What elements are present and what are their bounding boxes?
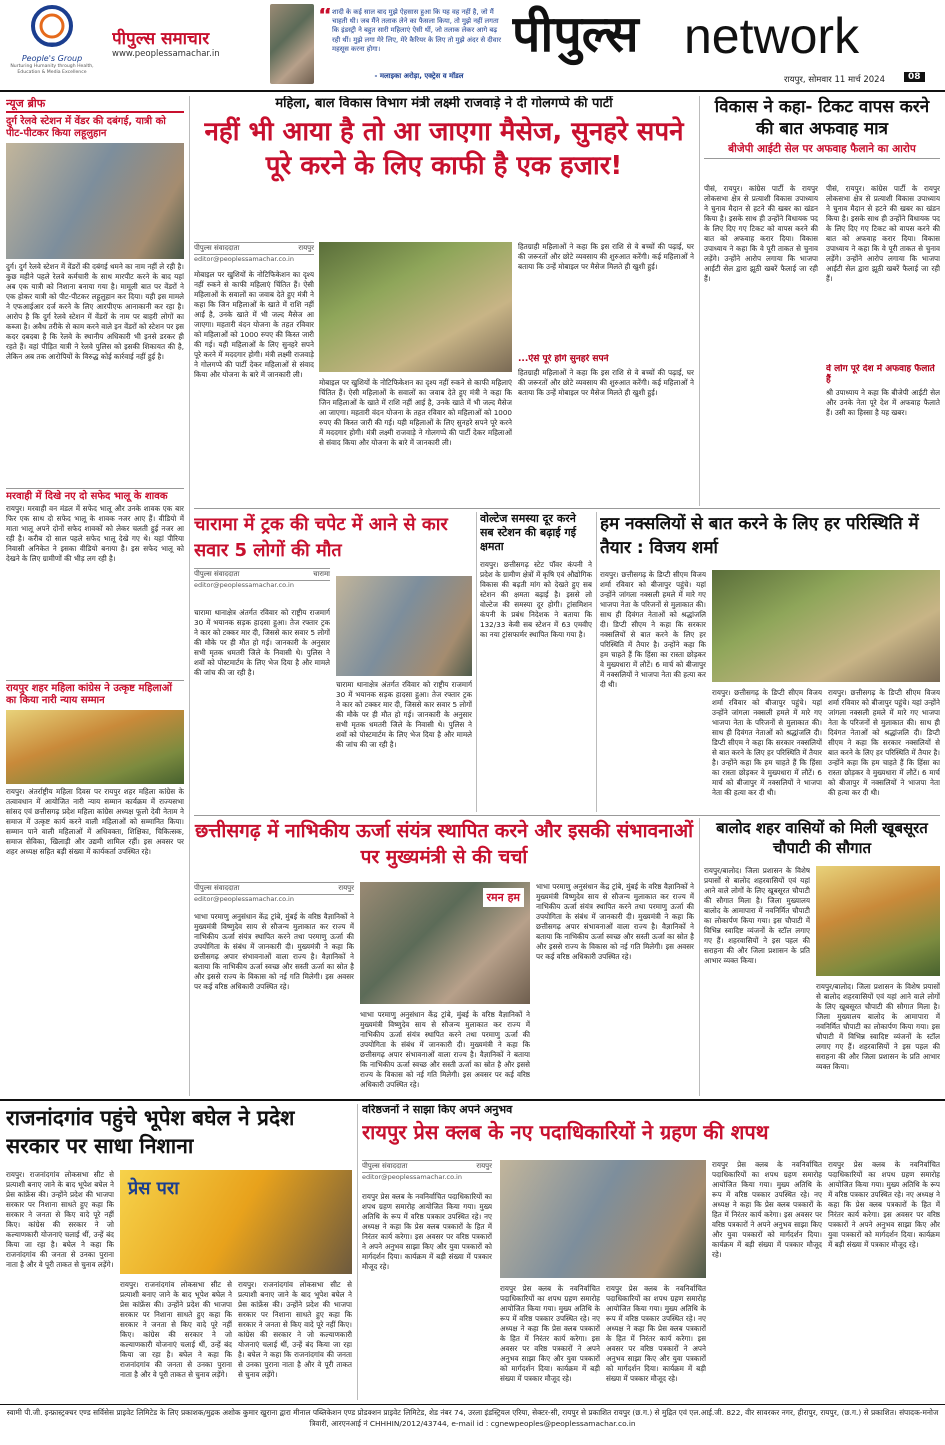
news-brief-column (6, 96, 184, 1096)
ticket-story (704, 96, 940, 504)
lead-body-col3: हितग्राही महिलाओं ने कहा कि इस राशि से वे बच्चों की पढ़ाई, घर की जरूरतों और छोटे व्यवसाय की शुरुआत करेंगी। कई महिलाओं ने बताया कि उन्हें मोबाइल पर मैसेज मिलते ही खुशी हुई। (518, 242, 694, 271)
dateline: रायपुर, सोमवार 11 मार्च 2024 (784, 75, 885, 85)
truck-byline-box (194, 568, 330, 589)
press-club-byline-box (362, 1160, 492, 1181)
chaupati-inauguration-photo (816, 866, 940, 976)
balod-body-col2: रायपुर/बालोद। जिला प्रशासन के विशेष प्रयासों से बालोद शहरवासियों एवं यहां आने वाले लोगों के लिए खूबसूरत चौपाटी की सौगात मिला है। जिला मुख्यालय बालोद के आमापारा में नवनिर्मित चौपाटी का लोकार्पण किया गया। इस चौपाटी में विभिन्न स्वादिष्ट व्यंजनों के स्टॉल लगाए गए हैं। शहरवासियों ने इस पहल की सराहना की और जिला प्रशासन के प्रति आभार व्यक्त किया। (816, 982, 940, 1071)
brief-body-durg: दुर्ग। दुर्ग रेलवे स्टेशन में वेंडरों की दबंगई थमने का नाम नहीं ले रही है। कुछ महीने पहले रेलवे कर्मचारी के साथ मारपीट करने के बाद यहां अब एक यात्री को निशाना बनाया गया है। मामूली बात पर वेंडरों ने एक होकर यात्री को पीट-पीटकर लहूलुहान कर दिया। यही इस मामले ने एफआईआर दर्ज करने के लिए आरपीएफ आनाकानी कर रहा है। आरोप है कि दुर्ग रेलवे स्टेशन में वेंडरों के नाम पर बाहरी लोगों का कब्जा है। अवैध तरीके से काम करने वाले इन वेंडरों को स्टेशन पर इस कदर दबदबा है कि रेलवे के स्थानीय अधिकारी भी इनसे डरकर ही रहते हैं। वहां पीड़ित यात्री ने रेलवे पुलिस को इसकी शिकायत की है, लेकिन अब तक आरोपियों के विरुद्ध कोई कार्रवाई नहीं हुई है। (6, 261, 184, 361)
voltage-headline: वोल्टेज समस्या दूर करने सब स्टेशन की बढ़ाई गई क्षमता (480, 512, 577, 553)
page-number: 08 (904, 72, 925, 82)
ticket-subhead: बीजेपी आईटी सेल पर अफवाह फैलाने का आरोप (704, 140, 940, 159)
truck-body-col2: चारामा थानाक्षेत्र अंतर्गत रविवार को राष्ट्रीय राजमार्ग 30 में भयानक सड़क हादसा हुआ। तेज रफ्तार ट्रक ने कार को टक्कर मार दी, जिससे कार सवार 5 लोगों की मौके पर ही मौत हो गई। जानकारी के अनुसार सभी मृतक धमतरी जिले के निवासी थे। पुलिस ने शवों को पोस्टमार्टम के लिए भेज दिया है और मामले की जांच की जा रही है। (336, 680, 472, 749)
ticket-body-col2: पीसं, रायपुर। कांग्रेस पार्टी के रायपुर लोकसभा क्षेत्र से प्रत्याशी विकास उपाध्याय ने चुनाव मैदान से हटने की खबर का खंडन किया है। इसके साथ ही उन्होंने विधायक पद के लिए दिए गए टिकट को वापस करने की बात को अफवाह करार दिया। विकास उपाध्याय ने कहा कि वे पूरी ताकत से चुनाव लड़ेंगे। उन्होंने आरोप लगाया कि भाजपा आईटी सेल द्वारा झूठी खबरें फैलाई जा रही हैं। (826, 184, 940, 283)
group-tagline: Nurturing Humanity through Health, Education & Media Excellence (10, 64, 94, 75)
truck-headline: चारामा में ट्रक की चपेट में आने से कार सवार 5 लोगों की मौत (194, 514, 448, 561)
brief-body-congress: रायपुर। अंतर्राष्ट्रीय महिला दिवस पर रायपुर शहर महिला कांग्रेस के तत्वावधान में आयोजित नारी न्याय सम्मान कार्यक्रम में राज्यसभा सांसद एवं छत्तीसगढ़ प्रदेश महिला कांग्रेस अध्यक्ष फूलो देवी नेताम ने समाज में उत्कृष्ट कार्य करने वाली महिलाओं को सम्मानित किया। सम्मान पाने वाली महिलाओं में अधिवक्ता, शिक्षिका, चिकित्सक, समाज सेविका, खिलाड़ी और उद्यमी शामिल रहीं। इस अवसर पर शहर अध्यक्ष सहित बड़ी संख्या में कार्यकर्ता उपस्थित रहे। (6, 786, 184, 856)
cm-meeting-photo (360, 882, 530, 1004)
lead-byline: पीपुल्स संवाददाता (194, 244, 240, 252)
lead-kicker: महिला, बाल विकास विभाग मंत्री लक्ष्मी राजवाड़े ने दी गोलगप्पे की पार्टी (275, 96, 613, 111)
press-club-location: रायपुर (476, 1162, 492, 1170)
nuclear-story (194, 818, 694, 1094)
press-club-oath-photo (500, 1160, 706, 1278)
peoples-samachar-logo (112, 26, 262, 66)
press-club-body-col5: रायपुर प्रेस क्लब के नवनिर्वाचित पदाधिकारियों का शपथ ग्रहण समारोह आयोजित किया गया। मुख्य अतिथि के रूप में वरिष्ठ पत्रकार उपस्थित रहे। नए अध्यक्ष ने कहा कि प्रेस क्लब पत्रकारों के हित में निरंतर कार्य करेगा। इस अवसर पर वरिष्ठ पत्रकारों ने अपने अनुभव साझा किए और युवा पत्रकारों को मार्गदर्शन दिया। कार्यक्रम में बड़ी संख्या में पत्रकार मौजूद रहे। (828, 1160, 940, 1249)
quote-box (318, 8, 506, 84)
bhupesh-story (6, 1104, 352, 1400)
peoples-group-emblem-icon (27, 4, 77, 54)
truck-body-col1: चारामा थानाक्षेत्र अंतर्गत रविवार को राष्ट्रीय राजमार्ग 30 में भयानक सड़क हादसा हुआ। तेज रफ्तार ट्रक ने कार को टक्कर मार दी, जिससे कार सवार 5 लोगों की मौके पर ही मौत हो गई। जानकारी के अनुसार सभी मृतक धमतरी जिले के निवासी थे। पुलिस ने शवों को पोस्टमार्टम के लिए भेज दिया है और मामले की जांच की जा रही है। (194, 608, 330, 677)
press-conference-photo (120, 1170, 352, 1274)
balod-headline: बालोद शहर वासियों को मिली खूबसूरत चौपाटी की सौगात (716, 819, 928, 857)
brief-headline-durg: दुर्ग रेलवे स्टेशन में वेंडर की दबंगई, यात्री को पीट-पीटकर किया लहूलुहान (6, 116, 166, 139)
network-title-hindi: पीपुल्स (512, 5, 639, 63)
truck-email: editor@peoplessamachar.co.in (194, 581, 294, 589)
truck-location: चारामा (313, 570, 330, 578)
press-club-story (362, 1104, 940, 1400)
lead-headline: नहीं भी आया है तो आ जाएगा मैसेज, सुनहरे सपने पूरे करने के लिए काफी है एक हजार! (204, 117, 684, 182)
network-masthead (512, 2, 940, 86)
balod-body-col1: रायपुर/बालोद। जिला प्रशासन के विशेष प्रयासों से बालोद शहरवासियों एवं यहां आने वाले लोगों के लिए खूबसूरत चौपाटी की सौगात मिला है। जिला मुख्यालय बालोद के आमापारा में नवनिर्मित चौपाटी का लोकार्पण किया गया। इस चौपाटी में विभिन्न स्वादिष्ट व्यंजनों के स्टॉल लगाए गए हैं। शहरवासियों ने इस पहल की सराहना की और जिला प्रशासन के प्रति आभार व्यक्त किया। (704, 866, 810, 965)
naxal-headline: हम नक्सलियों से बात करने के लिए हर परिस्थिति में तैयार : विजय शर्मा (600, 514, 919, 558)
press-club-headline: रायपुर प्रेस क्लब के नए पदाधिकारियों ने ग्रहण की शपथ (362, 1119, 769, 1144)
ticket-headline: विकास ने कहा- टिकट वापस करने की बात अफवाह मात्र (714, 97, 930, 139)
naxal-body-col3: रायपुर। छत्तीसगढ़ के डिप्टी सीएम विजय शर्मा रविवार को बीजापुर पहुंचे। यहां उन्होंने जांगला नक्सली हमले में मारे गए भाजपा नेता के परिजनों से मुलाकात की। साथ ही दिवंगत नेताओं को श्रद्धांजलि दी। डिप्टी सीएम ने कहा कि सरकार नक्सलियों से बात करने के लिए हर परिस्थिति में तैयार है। उन्होंने कहा कि हम चाहते हैं कि हिंसा का रास्ता छोड़कर वे मुख्यधारा में लौटें। 6 मार्च को बीजापुर में नक्सलियों ने भाजपा नेता की हत्या कर दी थी। (828, 688, 940, 797)
truck-story (194, 512, 472, 812)
press-club-kicker: वरिष्ठजनों ने साझा किए अपने अनुभव (362, 1104, 513, 1116)
ticket-body-col1: पीसं, रायपुर। कांग्रेस पार्टी के रायपुर लोकसभा क्षेत्र से प्रत्याशी विकास उपाध्याय ने चुनाव मैदान से हटने की खबर का खंडन किया है। इसके साथ ही उन्होंने विधायक पद के लिए दिए गए टिकट को वापस करने की बात को अफवाह करार दिया। विकास उपाध्याय ने कहा कि वे पूरी ताकत से चुनाव लड़ेंगे। उन्होंने आरोप लगाया कि भाजपा आईटी सेल द्वारा झूठी खबरें फैलाई जा रही हैं। (704, 184, 818, 283)
press-club-byline: पीपुल्स संवाददाता (362, 1162, 408, 1170)
quote-author: - मलाइका अरोड़ा, एक्ट्रेस व मॉडल (374, 72, 464, 80)
ticket-box-label: वे लोग पूरे देश में अफवाह फैलाते हैं (826, 364, 935, 385)
news-brief-label: न्यूज ब्रीफ (6, 96, 184, 113)
bhupesh-photo-banner: प्रेस परा (128, 1178, 179, 1199)
balod-story (704, 818, 940, 1094)
network-title-en: network (684, 8, 860, 64)
bhupesh-body-col1: रायपुर। राजनांदगांव लोकसभा सीट से प्रत्याशी बनाए जाने के बाद भूपेश बघेल ने प्रेस कांफ्रेंस की। उन्होंने प्रदेश की भाजपा सरकार पर निशाना साधते हुए कहा कि सरकार ने जनता से किए वादे पूरे नहीं किए। कांग्रेस की सरकार ने जो कल्याणकारी योजनाएं चलाई थीं, उन्हें बंद किया जा रहा है। बघेल ने कहा कि राजनांदगांव की जनता से उनका पुराना नाता है और वे पूरी ताकत से चुनाव लड़ेंगे। (6, 1170, 114, 1269)
peoples-group-logo (6, 4, 98, 84)
group-name: People's Group (21, 54, 83, 63)
naxal-body-col1: रायपुर। छत्तीसगढ़ के डिप्टी सीएम विजय शर्मा रविवार को बीजापुर पहुंचे। यहां उन्होंने जांगला नक्सली हमले में मारे गए भाजपा नेता के परिजनों से मुलाकात की। साथ ही दिवंगत नेताओं को श्रद्धांजलि दी। डिप्टी सीएम ने कहा कि सरकार नक्सलियों से बात करने के लिए हर परिस्थिति में तैयार है। उन्होंने कहा कि हम चाहते हैं कि हिंसा का रास्ता छोड़कर वे मुख्यधारा में लौटें। 6 मार्च को बीजापुर में नक्सलियों ने भाजपा नेता की हत्या कर दी थी। (600, 570, 706, 689)
bhupesh-body-col3: रायपुर। राजनांदगांव लोकसभा सीट से प्रत्याशी बनाए जाने के बाद भूपेश बघेल ने प्रेस कांफ्रेंस की। उन्होंने प्रदेश की भाजपा सरकार पर निशाना साधते हुए कहा कि सरकार ने जनता से किए वादे पूरे नहीं किए। कांग्रेस की सरकार ने जो कल्याणकारी योजनाएं चलाई थीं, उन्हें बंद किया जा रहा है। बघेल ने कहा कि राजनांदगांव की जनता से उनका पुराना नाता है और वे पूरी ताकत से चुनाव लड़ेंगे। (238, 1280, 352, 1379)
website-link[interactable]: www.peoplessamachar.in (112, 49, 220, 59)
logo-text: पीपुल्स समाचार (112, 29, 210, 49)
truck-byline: पीपुल्स संवाददाता (194, 570, 240, 578)
lead-story (194, 96, 694, 504)
deputy-cm-visit-photo (712, 570, 940, 682)
railway-station-photo (6, 143, 184, 259)
nuclear-headline: छत्तीसगढ़ में नाभिकीय ऊर्जा संयंत्र स्थापित करने और इसकी संभावनाओं पर मुख्यमंत्री से की चर्चा (194, 820, 694, 868)
bhupesh-body-col2: रायपुर। राजनांदगांव लोकसभा सीट से प्रत्याशी बनाए जाने के बाद भूपेश बघेल ने प्रेस कांफ्रेंस की। उन्होंने प्रदेश की भाजपा सरकार पर निशाना साधते हुए कहा कि सरकार ने जनता से किए वादे पूरे नहीं किए। कांग्रेस की सरकार ने जो कल्याणकारी योजनाएं चलाई थीं, उन्हें बंद किया जा रहा है। बघेल ने कहा कि राजनांदगांव की जनता से उनका पुराना नाता है और वे पूरी ताकत से चुनाव लड़ेंगे। (120, 1280, 232, 1379)
nuclear-photo-banner: रमन हम (483, 888, 524, 907)
brief-headline-bear: मरवाही में दिखे नए दो सफेद भालू के शावक (6, 488, 184, 503)
women-congress-photo (6, 710, 184, 784)
nuclear-byline: पीपुल्स संवाददाता (194, 884, 240, 892)
bhupesh-headline: राजनांदगांव पहुंचे भूपेश बघेल ने प्रदेश सरकार पर साधा निशाना (6, 1106, 295, 1158)
lead-body-col2: मोबाइल पर खुशियों के नोटिफिकेशन का दृश्य नहीं रुकने से काफी महिलाएं चिंतित हैं। ऐसी महिलाओं के सवालों का जवाब देते हुए मंत्री ने कहा कि जिन महिलाओं के खाते में राशि नहीं आई है, उनके खाते में भी जल्द मैसेज आ जाएगा। महतारी वंदन योजना के तहत रविवार को महिलाओं को 1000 रुपए की किस्त जारी की गई। यही महिलाओं के लिए सुनहरे सपने पूरे करने में मददगार होगी। मंत्री लक्ष्मी राजवाड़े ने गोलगप्पे की पार्टी देकर महिलाओं से संवाद किया और योजना के बारे में जानकारी ली। (319, 378, 512, 447)
nuclear-location: रायपुर (338, 884, 354, 892)
women-golgappa-photo (319, 242, 512, 372)
press-club-body-col2: रायपुर प्रेस क्लब के नवनिर्वाचित पदाधिकारियों का शपथ ग्रहण समारोह आयोजित किया गया। मुख्य अतिथि के रूप में वरिष्ठ पत्रकार उपस्थित रहे। नए अध्यक्ष ने कहा कि प्रेस क्लब पत्रकारों के हित में निरंतर कार्य करेगा। इस अवसर पर वरिष्ठ पत्रकारों ने अपने अनुभव साझा किए और युवा पत्रकारों को मार्गदर्शन दिया। कार्यक्रम में बड़ी संख्या में पत्रकार मौजूद रहे। (500, 1284, 600, 1383)
nuclear-body-col1: भाभा परमाणु अनुसंधान केंद्र ट्रांबे, मुंबई के वरिष्ठ वैज्ञानिकों ने मुख्यमंत्री विष्णुदेव साय से सौजन्य मुलाकात कर राज्य में नाभिकीय ऊर्जा संयंत्र स्थापित करने तथा परमाणु ऊर्जा की उपयोगिता के संबंध में जानकारी दी। मुख्यमंत्री ने कहा कि छत्तीसगढ़ अपार संभावनाओं वाला राज्य है। वैज्ञानिकों ने बताया कि नाभिकीय ऊर्जा स्वच्छ और सस्ती ऊर्जा का स्रोत है और इससे राज्य के विकास को नई गति मिलेगी। इस अवसर पर कई वरिष्ठ अधिकारी उपस्थित रहे। (194, 912, 354, 991)
quote-mark-icon: “ (318, 8, 333, 29)
naxal-body-col2: रायपुर। छत्तीसगढ़ के डिप्टी सीएम विजय शर्मा रविवार को बीजापुर पहुंचे। यहां उन्होंने जांगला नक्सली हमले में मारे गए भाजपा नेता के परिजनों से मुलाकात की। साथ ही दिवंगत नेताओं को श्रद्धांजलि दी। डिप्टी सीएम ने कहा कि सरकार नक्सलियों से बात करने के लिए हर परिस्थिति में तैयार है। उन्होंने कहा कि हम चाहते हैं कि हिंसा का रास्ता छोड़कर वे मुख्यधारा में लौटें। 6 मार्च को बीजापुर में नक्सलियों ने भाजपा नेता की हत्या कर दी थी। (712, 688, 822, 797)
lead-location: रायपुर (298, 244, 314, 252)
voltage-body: रायपुर। छत्तीसगढ़ स्टेट पॉवर कंपनी ने प्रदेश के ग्रामीण क्षेत्रों में कृषि एवं औद्योगिक विकास की बढ़ती मांग को देखते हुए सब स्टेशन की क्षमता बढ़ाई है। इससे लो वोल्टेज की समस्या दूर होगी। ट्रांसमिशन कंपनी के प्रबंध निदेशक ने बताया कि 132/33 केवी सब स्टेशन में 63 एमवीए का नया ट्रांसफार्मर स्थापित किया गया है। (480, 560, 592, 639)
quote-text: शादी के कई साल बाद मुझे ऐहसास हुआ कि यह वह नहीं है, जो मैं चाहती थी। जब मैंने तलाक लेने का फैसला किया, तो मुझे नहीं लगता कि इंडस्ट्री ने बहुत सारी महिलाएं ऐसी थीं, जो तलाक लेकर आगे बढ़ रही थीं। मुझे लगा मेरे लिए, मेरे कैरियर के लिए तो मुझे अंदर से दीवार महसूस करना होगा। (332, 8, 501, 53)
nuclear-email: editor@peoplessamachar.co.in (194, 895, 294, 903)
ticket-box-body: श्री उपाध्याय ने कहा कि बीजेपी आईटी सेल और उनके नेता पूरे देश में अफवाह फैलाते हैं। उसी का हिस्सा है यह खबर। (826, 388, 940, 417)
lead-email: editor@peoplessamachar.co.in (194, 255, 294, 263)
actress-photo (270, 4, 314, 84)
nuclear-body-col2: भाभा परमाणु अनुसंधान केंद्र ट्रांबे, मुंबई के वरिष्ठ वैज्ञानिकों ने मुख्यमंत्री विष्णुदेव साय से सौजन्य मुलाकात कर राज्य में नाभिकीय ऊर्जा संयंत्र स्थापित करने तथा परमाणु ऊर्जा की उपयोगिता के संबंध में जानकारी दी। मुख्यमंत्री ने कहा कि छत्तीसगढ़ अपार संभावनाओं वाला राज्य है। वैज्ञानिकों ने बताया कि नाभिकीय ऊर्जा स्वच्छ और सस्ती ऊर्जा का स्रोत है और इससे राज्य के विकास को नई गति मिलेगी। इस अवसर पर कई वरिष्ठ अधिकारी उपस्थित रहे। (360, 1010, 530, 1089)
voltage-story (480, 512, 592, 812)
press-club-body-col1: रायपुर प्रेस क्लब के नवनिर्वाचित पदाधिकारियों का शपथ ग्रहण समारोह आयोजित किया गया। मुख्य अतिथि के रूप में वरिष्ठ पत्रकार उपस्थित रहे। नए अध्यक्ष ने कहा कि प्रेस क्लब पत्रकारों के हित में निरंतर कार्य करेगा। इस अवसर पर वरिष्ठ पत्रकारों ने अपने अनुभव साझा किए और युवा पत्रकारों को मार्गदर्शन दिया। कार्यक्रम में बड़ी संख्या में पत्रकार मौजूद रहे। (362, 1192, 492, 1271)
brief-body-bear: रायपुर। मरवाही वन मंडल में सफेद भालू और उनके शावक एक बार फिर एक साथ दो सफेद भालू के शावक नजर आए हैं। वीडियो में माता भालू अपने दोनों सफेद शावकों को लेकर चलती हुई नजर आ रही है। करीब दो साल पहले सफेद भालू देखे गए थे। यहां पीरिया निवासी अनिकेत ने इसका वीडियो बनाया है। इस सफेद भालू को देखने के लिए ग्रामीणों की भीड़ लग रही है। (6, 504, 184, 564)
lead-body-col1: मोबाइल पर खुशियों के नोटिफिकेशन का दृश्य नहीं रुकने से काफी महिलाएं चिंतित हैं। ऐसी महिलाओं के सवालों का जवाब देते हुए मंत्री ने कहा कि जिन महिलाओं के खाते में राशि नहीं आई है, उनके खाते में भी जल्द मैसेज आ जाएगा। महतारी वंदन योजना के तहत रविवार को महिलाओं को 1000 रुपए की किस्त जारी की गई। यही महिलाओं के लिए सुनहरे सपने पूरे करने में मददगार होगी। मंत्री लक्ष्मी राजवाड़े ने गोलगप्पे की पार्टी देकर महिलाओं से संवाद किया और योजना के बारे में जानकारी ली। (194, 270, 314, 379)
nuclear-byline-box (194, 882, 354, 903)
press-club-body-col3: रायपुर प्रेस क्लब के नवनिर्वाचित पदाधिकारियों का शपथ ग्रहण समारोह आयोजित किया गया। मुख्य अतिथि के रूप में वरिष्ठ पत्रकार उपस्थित रहे। नए अध्यक्ष ने कहा कि प्रेस क्लब पत्रकारों के हित में निरंतर कार्य करेगा। इस अवसर पर वरिष्ठ पत्रकारों ने अपने अनुभव साझा किए और युवा पत्रकारों को मार्गदर्शन दिया। कार्यक्रम में बड़ी संख्या में पत्रकार मौजूद रहे। (606, 1284, 706, 1383)
nuclear-body-col3: भाभा परमाणु अनुसंधान केंद्र ट्रांबे, मुंबई के वरिष्ठ वैज्ञानिकों ने मुख्यमंत्री विष्णुदेव साय से सौजन्य मुलाकात कर राज्य में नाभिकीय ऊर्जा संयंत्र स्थापित करने तथा परमाणु ऊर्जा की उपयोगिता के संबंध में जानकारी दी। मुख्यमंत्री ने कहा कि छत्तीसगढ़ अपार संभावनाओं वाला राज्य है। वैज्ञानिकों ने बताया कि नाभिकीय ऊर्जा स्वच्छ और सस्ती ऊर्जा का स्रोत है और इससे राज्य के विकास को नई गति मिलेगी। इस अवसर पर कई वरिष्ठ अधिकारी उपस्थित रहे। (536, 882, 694, 961)
accident-car-photo (336, 576, 472, 676)
naxal-story (600, 512, 940, 812)
lead-subhead: ...ऐसे पूरे होंगे सुनहरे सपने (518, 354, 609, 364)
imprint-line: स्वामी पी.जी. इन्फ्रास्ट्रक्चर एण्ड सर्विसेस प्राइवेट लिमिटेड के लिए प्रकाशक/मुद्रक अशोक कुमार खुराना द्वारा मीनाल पब्लिकेशन एण्ड प्रोडक्शन प्राइवेट लिमिटेड, शेड नंबर 74, उरला इंडस्ट्रियल एरिया, सेक्टर-सी, रायपुर से प्रकाशित रायपुर (छ.ग.) से मुद्रित एवं एल.आई.जी. 822, वीर सावरकर नगर, हीरापुर, रायपुर, (छ.ग.) से प्रकाशित। संपादक-मनोज त्रिवारी, आरएनआई नं CHHHIN/2012/43744, e-mail id : cgnewpeoples@peoplessamachar.co.in (6, 1408, 939, 1428)
press-club-body-col4: रायपुर प्रेस क्लब के नवनिर्वाचित पदाधिकारियों का शपथ ग्रहण समारोह आयोजित किया गया। मुख्य अतिथि के रूप में वरिष्ठ पत्रकार उपस्थित रहे। नए अध्यक्ष ने कहा कि प्रेस क्लब पत्रकारों के हित में निरंतर कार्य करेगा। इस अवसर पर वरिष्ठ पत्रकारों ने अपने अनुभव साझा किए और युवा पत्रकारों को मार्गदर्शन दिया। कार्यक्रम में बड़ी संख्या में पत्रकार मौजूद रहे। (712, 1160, 822, 1259)
lead-subbody: हितग्राही महिलाओं ने कहा कि इस राशि से वे बच्चों की पढ़ाई, घर की जरूरतों और छोटे व्यवसाय की शुरुआत करेंगी। कई महिलाओं ने बताया कि उन्हें मोबाइल पर मैसेज मिलते ही खुशी हुई। (518, 368, 694, 397)
brief-headline-congress: रायपुर शहर महिला कांग्रेस ने उत्कृष्ट महिलाओं का किया नारी न्याय सम्मान (6, 680, 184, 707)
press-club-email: editor@peoplessamachar.co.in (362, 1173, 462, 1181)
lead-byline-box (194, 242, 314, 263)
